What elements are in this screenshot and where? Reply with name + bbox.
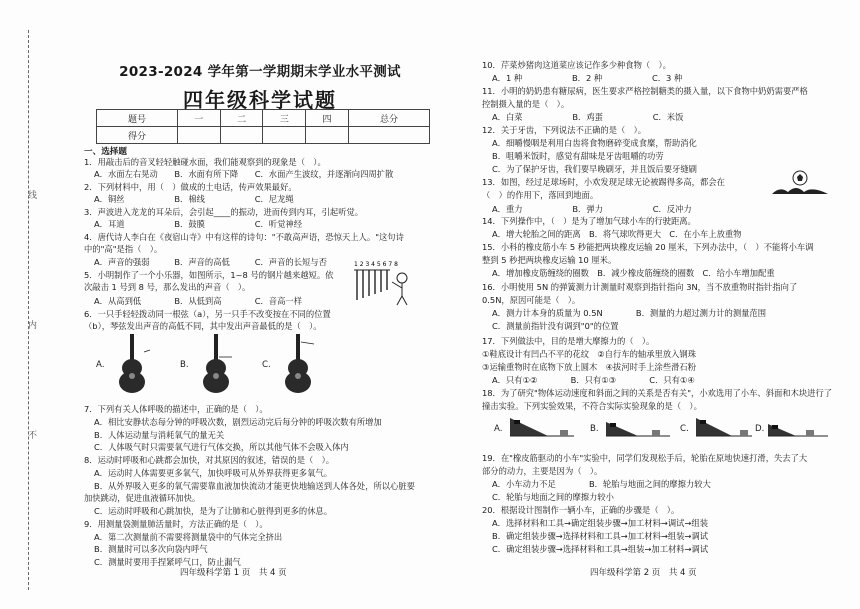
question-text: 次敲击 1 号到 8 号，那么发出的声音（ ）。 (84, 282, 251, 292)
question-text: 中的"高"是指（ ）。 (84, 244, 163, 254)
answer-option[interactable]: C．运动时呼吸和心跳加快，是为了让肺和心脏得到更多的休息。 (94, 506, 333, 516)
score-header-cell: 一 (178, 110, 221, 127)
binding-line (28, 30, 30, 590)
question-text: 8．运动时呼吸和心跳都会加快，对其原因的叙述，错误的是（ ）。 (84, 455, 335, 465)
question-text: 19．在"橡皮筋驱动的小车"实验中，同学们发现松手后，轮胎在原地快速打滑，失去了大 (482, 453, 808, 463)
question-text: 5．小明制作了一个小乐器，如图所示，1~8 号的钢片越来越短。依 (84, 270, 334, 280)
question-text: 16．小明使用 5N 的弹簧测力计测量时观察到指针指向 3N，当不放重物时指针指向了 (482, 282, 798, 292)
q18-option-d[interactable]: D. (755, 424, 765, 434)
football-icon (770, 168, 830, 198)
answer-option[interactable]: B．确定组装步骤→选择材料和工具→加工材料→组装→调试 (492, 531, 709, 541)
guitar-icon (196, 332, 236, 394)
guitar-icon (278, 332, 318, 394)
answer-option[interactable]: C．确定组装步骤→选择材料和工具→组装→加工材料→调试 (492, 544, 709, 554)
score-cell[interactable] (306, 127, 349, 144)
answer-option[interactable]: A．小车动力不足 B．轮胎与地面之间的摩擦力较大 (492, 479, 711, 489)
answer-option[interactable]: C．测量前指针没有调到"0"的位置 (492, 321, 619, 331)
question-text: 17．下列做法中，目的是增大摩擦力的（ ）。 (482, 336, 655, 346)
xylophone-icon (352, 258, 422, 308)
question-text: 控制摄入量的是（ ）。 (482, 99, 570, 109)
question-text: 整到 5 秒把两块橡皮运输 10 厘米。 (482, 255, 617, 265)
q18-option-c[interactable]: C. (680, 424, 689, 434)
question-text: 7．下列有关人体呼吸的描述中，正确的是（ ）。 (84, 404, 268, 414)
xylophone-numbers: 1 2 3 4 5 6 7 8 (354, 261, 398, 268)
score-cell[interactable] (263, 127, 306, 144)
answer-option[interactable]: C．轮胎与地面之间的摩擦力较小 (492, 492, 614, 502)
score-cell[interactable] (220, 127, 263, 144)
answer-option[interactable]: A．从高到低 B．从低到高 C．音高一样 (94, 296, 302, 306)
answer-option[interactable]: C．为了保护牙齿，我们要早晚刷牙，并且饭后要牙缝刷 (492, 164, 697, 174)
question-text: 10．芹菜炒猪肉这道菜应该记作多少种食物（ ）。 (482, 60, 671, 70)
question-text: 3．声波进入龙龙的耳朵后，会引起____的振动，进而传到内耳，引起听觉。 (84, 207, 364, 217)
q6-option-c[interactable]: C. (262, 360, 271, 370)
answer-option[interactable]: A．细嚼慢咽是利用白齿将食物磨碎变成食糜，帮助消化 (492, 138, 697, 148)
question-text: 部分的动力，主要是因为（ ）。 (482, 466, 603, 476)
binding-mark: 线 (26, 190, 36, 199)
q6-option-a[interactable]: A. (96, 360, 105, 370)
score-table (96, 109, 430, 144)
question-text: 9．用测量袋测量肺活量时，方法正确的是（ ）。 (84, 519, 268, 529)
question-text: 1．用敲击后的音叉轻轻触碰水面，我们能观察到的现象是（ ）。 (84, 157, 326, 167)
answer-option[interactable]: A．水面左右晃动 B．水面有所下降 C．水面产生波纹，并逐渐向四周扩散 (94, 169, 394, 179)
answer-option[interactable]: A．白菜 B．鸡蛋 C．米饭 (492, 112, 684, 122)
score-header-cell: 三 (263, 110, 306, 127)
score-header-cell: 四 (306, 110, 349, 127)
answer-option[interactable]: A．选择材料和工具→确定组装步骤→加工材料→调试→组装 (492, 518, 709, 528)
question-text: 4．唐代诗人李白在《夜宿山寺》中有这样的诗句："不敢高声语，恐惊天上人。"这句诗 (84, 232, 404, 242)
guitar-icon (112, 332, 152, 394)
answer-option[interactable]: A．只有①② B．只有①③ C．只有①④ (492, 375, 695, 385)
question-text: 18．为了研究"物体运动速度和斜面之间的关系是否有关"，小欢选用了小车、斜面和木块进行了 (482, 388, 833, 398)
question-text: 0.5N，原因可能是（ ）。 (482, 295, 581, 305)
answer-option[interactable]: A．声音的强弱 B．声音的高低 C．声音的长短与否 (94, 257, 327, 267)
section-heading: 一、选择题 (84, 147, 127, 157)
q6-option-b[interactable]: B. (180, 360, 189, 370)
answer-option[interactable]: A．运动时人体需要更多氧气，加快呼吸可从外界获得更多氧气。 (94, 468, 332, 478)
answer-option[interactable]: C．人体吸气时只需要氧气进行气体交换，所以其他气体不会吸入体内 (94, 442, 349, 452)
ramp-cart-icon (766, 414, 830, 442)
score-cell[interactable] (348, 127, 429, 144)
binding-mark: 不 (26, 430, 36, 439)
answer-option[interactable]: A．1 种 B．2 种 C．3 种 (492, 73, 683, 83)
page-footer-right: 四年级科学第 2 页 共 4 页 (590, 568, 697, 578)
question-text: 12．关于牙齿，下列说法不正确的是（ ）。 (482, 125, 647, 135)
question-text: 加快跳动，促进血液循环加快。 (84, 493, 201, 503)
question-text: 6．一只手轻轻拨动同一根弦（a），另一只手不改变按在不同的位置 (84, 309, 331, 319)
answer-option[interactable]: A．铜丝 B．棉线 C．尼龙绳 (94, 194, 294, 204)
page-footer-left: 四年级科学第 1 页 共 4 页 (180, 568, 287, 578)
ramp-cart-icon (604, 414, 674, 442)
answer-option[interactable]: A．第二次测量前不需要将测量袋中的气体完全挤出 (94, 532, 283, 542)
answer-option[interactable]: B．从外界吸入更多的氧气需要靠血液加快流动才能更快地输送到人体各处，所以心脏要 (94, 481, 415, 491)
question-text: 2．下列材料中，用（ ）做成的土电话，传声效果最好。 (84, 182, 297, 192)
q18-option-a[interactable]: A. (494, 424, 503, 434)
score-row-label: 得分 (97, 127, 178, 144)
ramp-cart-icon (508, 414, 578, 442)
exam-subtitle: 四年级科学试题 (183, 88, 337, 112)
answer-option[interactable]: A．增加橡皮筋缠绕的圈数 B．减少橡皮筋缠绕的圈数 C．给小车增加配重 (492, 268, 775, 278)
question-text: 14．下列操作中，（ ）是为了增加气球小车的行驶距离。 (482, 216, 696, 226)
answer-option[interactable]: A．测力计本身的质量为 0.5N B．测量的力超过测力计的测量范围 (492, 308, 767, 318)
answer-option[interactable]: A．耳道 B．鼓膜 C．听觉神经 (94, 219, 302, 229)
question-text: （ ）的作用下，落回到地面。 (482, 190, 599, 200)
question-text: 11．小明的奶奶患有糖尿病，医生要求严格控制糖类的摄入量，以下食物中奶奶需要严格 (482, 86, 808, 96)
score-header-cell: 题号 (97, 110, 178, 127)
ramp-cart-icon (694, 414, 754, 442)
question-text: ①鞋底设计有凹凸不平的花纹 ②自行车的轴承里放入钢珠 (482, 349, 697, 359)
question-text: 撞击实验。下列实验效果，不符合实际实验现象的是（ ）。 (482, 401, 702, 411)
answer-option[interactable]: B．测量时可以多次向袋内呼气 (94, 544, 208, 554)
score-header-cell: 总分 (348, 110, 429, 127)
q18-option-b[interactable]: B. (590, 424, 599, 434)
binding-mark: 内 (26, 320, 36, 329)
answer-option[interactable]: A．增大轮胎之间的距离 B．将气球吹得更大 C．在小车上放重物 (492, 229, 742, 239)
score-header-cell: 二 (220, 110, 263, 127)
answer-option[interactable]: A．重力 B．弹力 C．反冲力 (492, 204, 692, 214)
question-text: （b），琴弦发出声音的高低不同，其中发出声音最低的是（ ）。 (84, 321, 322, 331)
answer-option[interactable]: B．人体运动量与消耗氧气的量无关 (94, 430, 225, 440)
answer-option[interactable]: C．测量时要用手捏紧呼气口，防止漏气 (94, 557, 241, 567)
score-cell[interactable] (178, 127, 221, 144)
question-text: 13．如图，经过足球场时，小欢发现足球无论被踢得多高，都会在 (482, 177, 725, 187)
answer-option[interactable]: B．咀嚼米饭时，感觉有甜味是牙齿咀嚼的功劳 (492, 151, 664, 161)
question-text: 15．小科的橡皮筋小车 5 秒能把两块橡皮运输 20 厘米，下列办法中，（ ）不能将小车调 (482, 242, 814, 252)
answer-option[interactable]: A．相比安静状态每分钟的呼吸次数，剧烈运动完后每分钟的呼吸次数有所增加 (94, 417, 382, 427)
question-text: 20．根据设计图制作一辆小车，正确的步骤是（ ）。 (482, 505, 680, 515)
question-text: ③运输重物时在底物下放上圆木 ④拔河时手上涂些滑石粉 (482, 362, 697, 372)
exam-title: 2023-2024 学年第一学期期末学业水平测试 (119, 64, 401, 80)
